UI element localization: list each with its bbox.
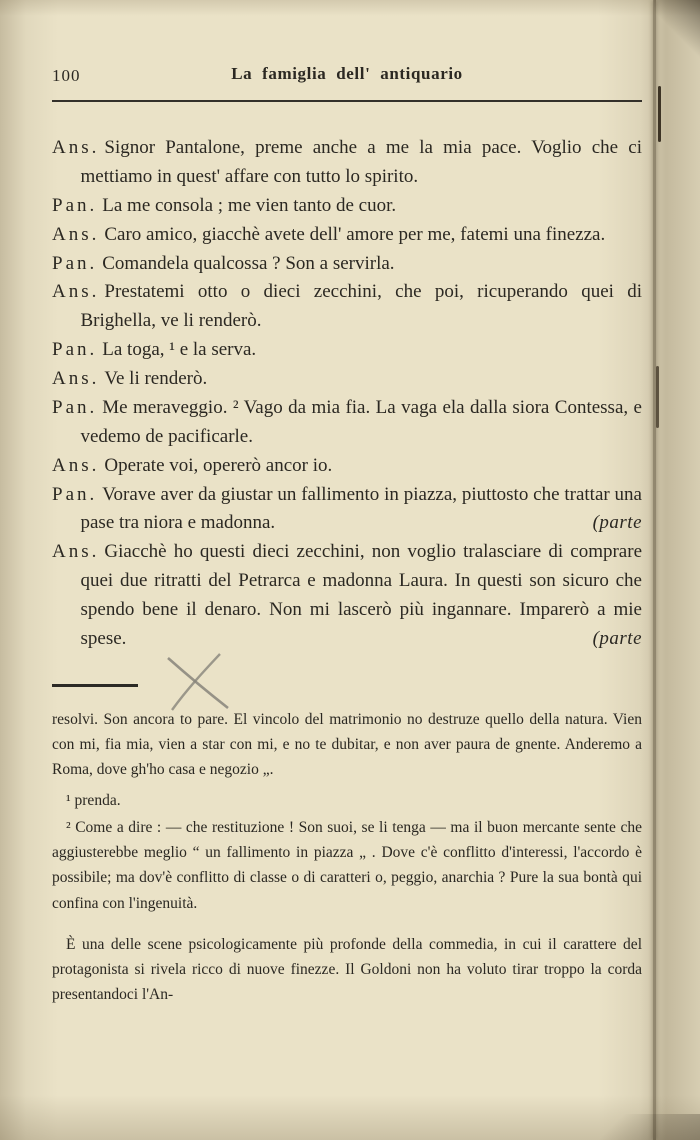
dialogue-line <box>52 278 642 336</box>
dialogue-text: Operate voi, opererò ancor io. <box>104 454 333 476</box>
speaker-label: Pan. <box>52 396 98 418</box>
page-number: 100 <box>52 66 81 85</box>
speaker-label: Ans. <box>52 223 100 245</box>
speaker-label: Ans. <box>52 368 100 389</box>
dialogue-line <box>52 481 642 539</box>
dialogue-text: Giacchè ho questi dieci zecchini, non voglio tralasciare di comprare quei due ritratti del Petrarca e madonna Laura. In questi son sicuro che spendo bene il denaro. Non mi lascerò più ingannare. Imparerò a mie spese. <box>80 541 642 649</box>
speaker-label: Pan. <box>52 483 98 505</box>
corner-shadow <box>654 0 700 60</box>
footnotes-block <box>52 707 642 1007</box>
speaker-label: Ans. <box>52 541 100 563</box>
dialogue-line <box>52 192 642 221</box>
footnote-continuation: resolvi. Son ancora to pare. El vincolo del matrimonio no destruze quello della natura. Vien con mi, fia mia, vien a star con mi, e no te dubitar, e non aver paura de gnente. Anderemo a Roma, dove gh'ho casa e negozio „. <box>52 710 642 778</box>
dialogue-line <box>52 221 642 250</box>
dialogue-line <box>52 250 642 279</box>
dialogue-line <box>52 134 642 192</box>
header-rule <box>52 100 642 102</box>
page-content <box>52 64 642 1009</box>
speaker-label: Pan. <box>52 194 98 216</box>
dialogue-line <box>52 394 642 452</box>
footnote-1: ¹ prenda. <box>66 792 121 810</box>
dialogue-line <box>52 538 642 654</box>
speaker-label: Pan. <box>52 339 98 361</box>
dialogue-text: La me consola ; me vien tanto de cuor. <box>102 194 397 216</box>
page-edge-line <box>653 0 656 1140</box>
dialogue-text: Comandela qualcossa ? Son a servirla. <box>102 252 395 274</box>
dialogue-line <box>52 336 642 365</box>
speaker-label: Ans. <box>52 137 100 158</box>
stage-direction: (parte <box>592 627 642 649</box>
dialogue-line <box>52 452 642 481</box>
edge-smudge-icon <box>656 366 659 428</box>
speaker-label: Ans. <box>52 454 100 476</box>
running-header <box>52 64 642 94</box>
footnote-2: ² Come a dire : — che restituzione ! Son suoi, se li tenga — ma il buon mercante sente che aggiusterebbe meglio “ un fallimento in piazza „ . Dove c'è conflitto d'interessi, l'accordo è possibile; ma dov'è conflitto di classe o di caratteri o, peggio, anarchia ? Pure la sua bontà qui confina con l'ingenuità. <box>52 819 642 912</box>
speaker-label: Pan. <box>52 252 98 274</box>
dialogue-text: Prestatemi otto o dieci zecchini, che poi, ricuperando quei di Brighella, ve li renderò. <box>80 281 642 332</box>
dialogue-text: Vorave aver da giustar un fallimento in piazza, piuttosto che trattar una pase tra niora e madonna. <box>80 483 642 534</box>
dialogue-line <box>52 365 642 394</box>
dialogue-text: Signor Pantalone, preme anche a me la mia pace. Voglio che ci mettiamo in quest' affare con tutto lo spirito. <box>80 137 642 187</box>
dialogue-text: Ve li renderò. <box>104 368 208 389</box>
stage-direction: (parte <box>592 512 642 534</box>
speaker-label: Ans. <box>52 281 100 303</box>
edge-smudge-icon <box>658 86 661 142</box>
dialogue-text: Me meraveggio. ² Vago da mia fia. La vaga ela dalla siora Contessa, e vedemo de pacificarle. <box>80 396 642 447</box>
footnote-rule <box>52 684 138 687</box>
running-title: La famiglia dell' antiquario <box>231 64 463 83</box>
dialogue-block <box>52 134 642 654</box>
dialogue-text: Caro amico, giacchè avete dell' amore per me, fatemi una finezza. <box>104 223 606 245</box>
editor-commentary: È una delle scene psicologicamente più profonde della commedia, in cui il carattere del protagonista si rivela ricco di nuove finezze. Il Goldoni non ha voluto tirar troppo la corda presentandoci l'An- <box>52 935 642 1003</box>
dialogue-text: La toga, ¹ e la serva. <box>102 339 257 361</box>
corner-shadow <box>580 1114 700 1140</box>
